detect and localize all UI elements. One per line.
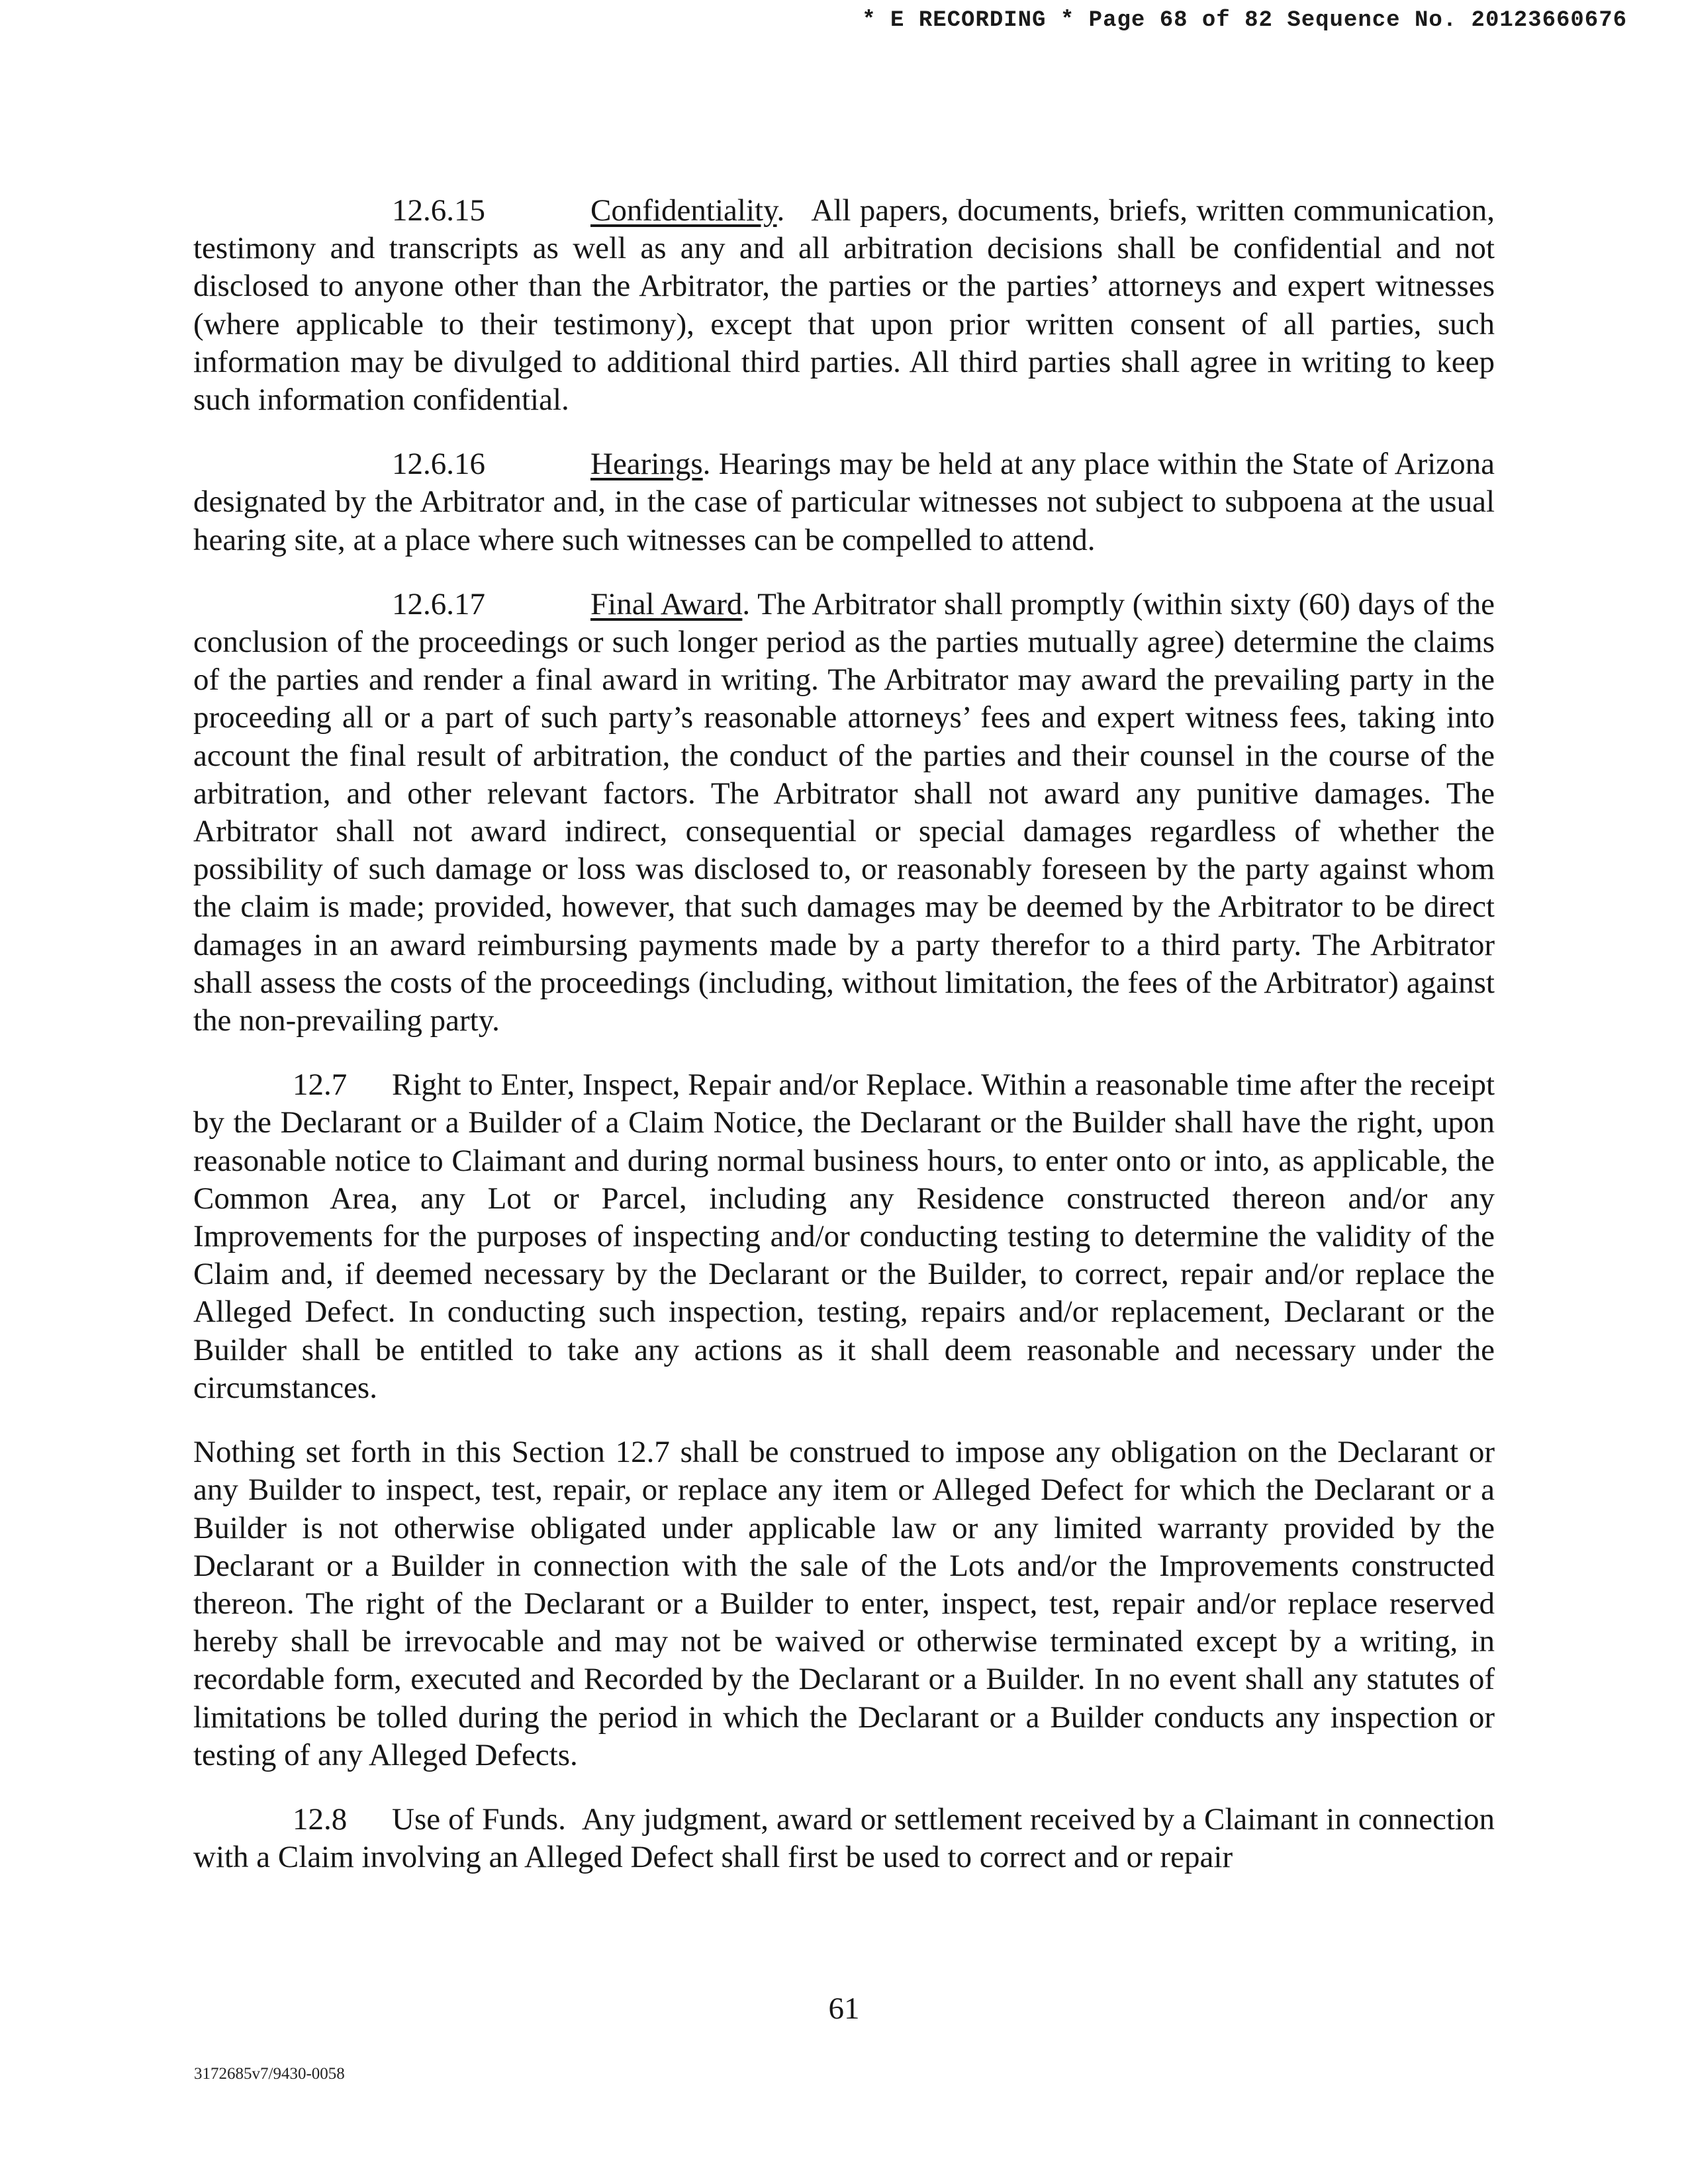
recording-header: * E RECORDING * Page 68 of 82 Sequence No. 20123660676	[862, 8, 1627, 33]
document-id: 3172685v7/9430-0058	[194, 2065, 345, 2083]
section-number: 12.6.17	[392, 586, 485, 621]
section-text: All papers, documents, briefs, written communication, testimony and transcripts as well as any and all arbitration decisions shall be confidential and not disclosed to anyone other than the Arbitrator, the parties or the parties’ attorneys and expert witnesses (where applicable to their testimony), except that upon prior written consent of all parties, such information may be divulged to additional third parties. All third parties shall agree in writing to keep such information confidential.	[193, 193, 1495, 418]
section-heading: Confidentiality	[590, 193, 777, 228]
section-number: 12.8	[293, 1801, 348, 1837]
section-number: 12.6.16	[392, 447, 485, 482]
section-12-7-continuation	[193, 1433, 1495, 1774]
section-text: Nothing set forth in this Section 12.7 shall be construed to impose any obligation on the Declarant or any Builder to inspect, test, repair, or replace any item or Alleged Defect for which the Declarant or a Builder is not otherwise obligated under applicable law or any limited warranty provided by the Declarant or a Builder in connection with the sale of the Lots and/or the Improvements constructed thereon. The right of the Declarant or a Builder to enter, inspect, test, repair and/or replace reserved hereby shall be irrevocable and may not be waived or otherwise terminated except by a writing, in recordable form, executed and Recorded by the Declarant or a Builder. In no event shall any statutes of limitations be tolled during the period in which the Declarant or a Builder conducts any inspection or testing of any Alleged Defects.	[193, 1435, 1495, 1772]
section-12-6-16: 12.6.16 Hearings. Hearings may be held at any place within the State of Arizona designated by the Arbitrator and, in the case of particular witnesses not subject to subpoena at the usual hearing site, at a place where such witnesses can be compelled to attend.	[193, 447, 1495, 557]
document-body	[193, 192, 1495, 1876]
section-text: Any judgment, award or settlement received by a Claimant in connection with a Claim involving an Alleged Defect shall first be used to correct and or repair	[193, 1801, 1495, 1875]
section-heading: Hearings	[590, 447, 703, 482]
section-12-7: 12.7 Right to Enter, Inspect, Repair and/or Replace. Within a reasonable time after the receipt by the Declarant or a Builder of a Claim Notice, the Declarant or the Builder shall have the right, upon reasonable notice to Claimant and during normal business hours, to enter onto or into, as applicable, the Common Area, any Lot or Parcel, including any Residence constructed thereon and/or any Improvements for the purposes of inspecting and/or conducting testing to determine the validity of the Claim and, if deemed necessary by the Declarant or the Builder, to correct, repair and/or replace the Alleged Defect. In conducting such inspection, testing, repairs and/or replacement, Declarant or the Builder shall be entitled to take any actions as it shall deem reasonable and necessary under the circumstances.	[193, 1068, 1495, 1405]
section-12-6-17: 12.6.17 Final Award. The Arbitrator shall promptly (within sixty (60) days of the conclusion of the proceedings or such longer period as the parties mutually agree) determine the claims of the parties and render a final award in writing. The Arbitrator may award the prevailing party in the proceeding all or a part of such party’s reasonable attorneys’ fees and expert witness fees, taking into account the final result of arbitration, the conduct of the parties and their counsel in the course of the arbitration, and other relevant factors. The Arbitrator shall not award any punitive damages. The Arbitrator shall not award indirect, consequential or special damages regardless of whether the possibility of such damage or loss was disclosed to, or reasonably foreseen by the party against whom the claim is made; provided, however, that such damages may be deemed by the Arbitrator to be direct damages in an award reimbursing payments made by a party therefor to a third party. The Arbitrator shall assess the costs of the proceedings (including, without limitation, the fees of the Arbitrator) against the non-prevailing party.	[193, 586, 1495, 1038]
section-12-6-15: 12.6.15 Confidentiality. All papers, documents, briefs, written communication, testimony and transcripts as well as any and all arbitration decisions shall be confidential and not disclosed to anyone other than the Arbitrator, the parties or the parties’ attorneys and expert witnesses (where applicable to their testimony), except that upon prior written consent of all parties, such information may be divulged to additional third parties. All third parties shall agree in writing to keep such information confidential.	[193, 193, 1495, 418]
section-text: Hearings may be held at any place within the State of Arizona designated by the Arbitrator and, in the case of particular witnesses not subject to subpoena at the usual hearing site, at a place where such witnesses can be compelled to attend.	[193, 447, 1495, 557]
section-heading: Use of Funds	[392, 1801, 559, 1837]
section-number: 12.7	[293, 1068, 348, 1103]
section-heading: Right to Enter, Inspect, Repair and/or Replace	[392, 1068, 966, 1103]
section-number: 12.6.15	[392, 193, 485, 228]
section-heading: Final Award	[590, 586, 743, 621]
page-number: 61	[828, 1991, 860, 2026]
section-text: Within a reasonable time after the receipt by the Declarant or a Builder of a Claim Notice, the Declarant or the Builder shall have the right, upon reasonable notice to Claimant and during normal business hours, to enter onto or into, as applicable, the Common Area, any Lot or Parcel, including any Residence constructed thereon and/or any Improvements for the purposes of inspecting and/or conducting testing to determine the validity of the Claim and, if deemed necessary by the Declarant or the Builder, to correct, repair and/or replace the Alleged Defect. In conducting such inspection, testing, repairs and/or replacement, Declarant or the Builder shall be entitled to take any actions as it shall deem reasonable and necessary under the circumstances.	[193, 1068, 1495, 1405]
section-12-8: 12.8 Use of Funds. Any judgment, award or settlement received by a Claimant in connection with a Claim involving an Alleged Defect shall first be used to correct and or repair	[193, 1801, 1495, 1875]
section-text: The Arbitrator shall promptly (within sixty (60) days of the conclusion of the proceedings or such longer period as the parties mutually agree) determine the claims of the parties and render a final award in writing. The Arbitrator may award the prevailing party in the proceeding all or a part of such party’s reasonable attorneys’ fees and expert witness fees, taking into account the final result of arbitration, the conduct of the parties and their counsel in the course of the arbitration, and other relevant factors. The Arbitrator shall not award any punitive damages. The Arbitrator shall not award indirect, consequential or special damages regardless of whether the possibility of such damage or loss was disclosed to, or reasonably foreseen by the party against whom the claim is made; provided, however, that such damages may be deemed by the Arbitrator to be direct damages in an award reimbursing payments made by a party therefor to a third party. The Arbitrator shall assess the costs of the proceedings (including, without limitation, the fees of the Arbitrator) against the non-prevailing party.	[193, 586, 1495, 1038]
